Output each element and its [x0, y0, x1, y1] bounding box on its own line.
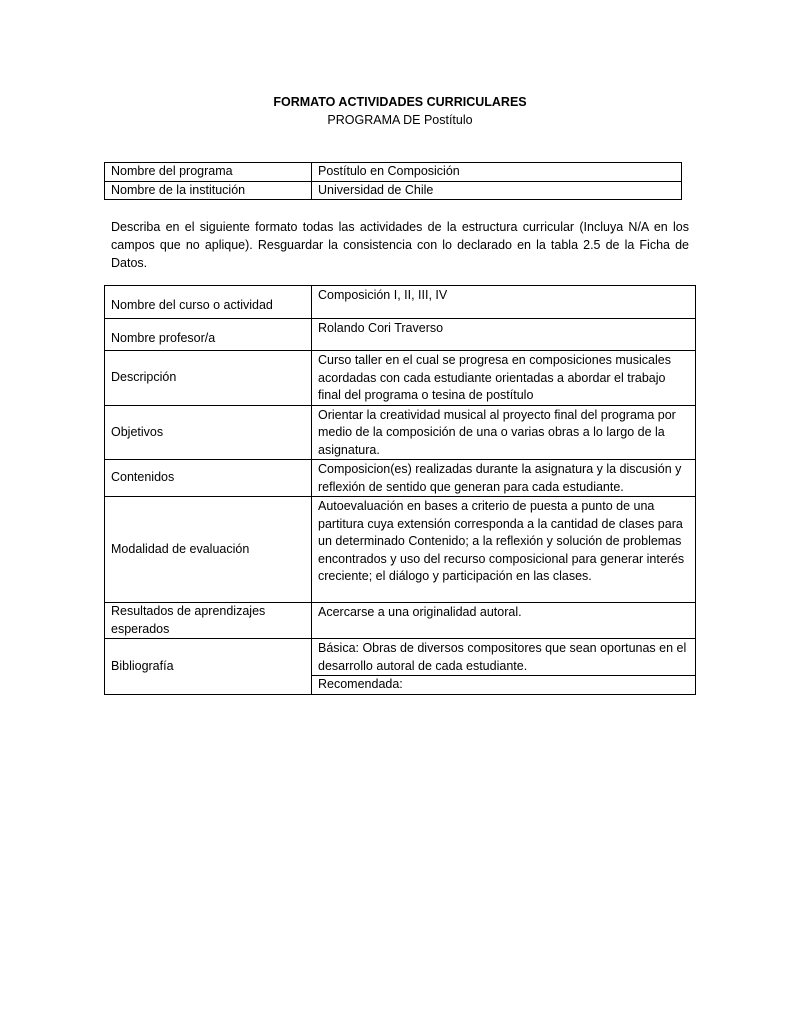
table-row [105, 319, 696, 351]
table-row [105, 639, 696, 676]
program-name-label: Nombre del programa [105, 163, 312, 182]
objectives-value: Orientar la creatividad musical al proyecto final del programa por medio de la composición de una o varias obras a lo largo de la asignatura. [312, 405, 696, 460]
instructions-paragraph: Describa en el siguiente formato todas las actividades de la estructura curricular (Incluya N/A en los campos que no aplique). Resguardar la consistencia con lo declarado en la tabla 2.5 de la Ficha de Datos. [111, 220, 689, 270]
document-title: FORMATO ACTIVIDADES CURRICULARES [273, 95, 527, 109]
course-table [104, 285, 696, 695]
table-row [105, 405, 696, 460]
contents-value: Composicion(es) realizadas durante la asignatura y la discusión y reflexión de sentido que generan para cada estudiante. [312, 460, 696, 497]
course-name-label: Nombre del curso o actividad [105, 286, 312, 319]
table-row [105, 163, 682, 182]
program-name-value: Postítulo en Composición [312, 163, 682, 182]
table-row [105, 351, 696, 406]
contents-label: Contenidos [105, 460, 312, 497]
bibliography-label: Bibliografía [105, 639, 312, 695]
table-row [105, 181, 682, 200]
evaluation-label: Modalidad de evaluación [105, 497, 312, 603]
institution-value: Universidad de Chile [312, 181, 682, 200]
institution-label: Nombre de la institución [105, 181, 312, 200]
description-value: Curso taller en el cual se progresa en composiciones musicales acordadas con cada estudiante orientadas a abordar el trabajo final del programa o tesina de postítulo [312, 351, 696, 406]
table-row [105, 460, 696, 497]
evaluation-value: Autoevaluación en bases a criterio de puesta a punto de una partitura cuya extensión corresponda a la cantidad de clases para un determinado Contenido; a la reflexión y solución de problemas encontrados y uso del recurso composicional para generar interés creciente; el diálogo y participación en las clases. [312, 497, 696, 603]
table-row [105, 497, 696, 603]
bibliography-recommended: Recomendada: [312, 676, 696, 695]
description-label: Descripción [105, 351, 312, 406]
outcomes-label: Resultados de aprendizajes esperados [105, 603, 312, 639]
course-name-value: Composición I, II, III, IV [312, 286, 696, 319]
bibliography-basic: Básica: Obras de diversos compositores que sean oportunas en el desarrollo autoral de cada estudiante. [312, 639, 696, 676]
program-info-table [104, 162, 682, 200]
document-subtitle: PROGRAMA DE Postítulo [327, 113, 473, 127]
objectives-label: Objetivos [105, 405, 312, 460]
table-row [105, 603, 696, 639]
outcomes-value: Acercarse a una originalidad autoral. [312, 603, 696, 639]
professor-label: Nombre profesor/a [105, 319, 312, 351]
professor-value: Rolando Cori Traverso [312, 319, 696, 351]
table-row [105, 286, 696, 319]
